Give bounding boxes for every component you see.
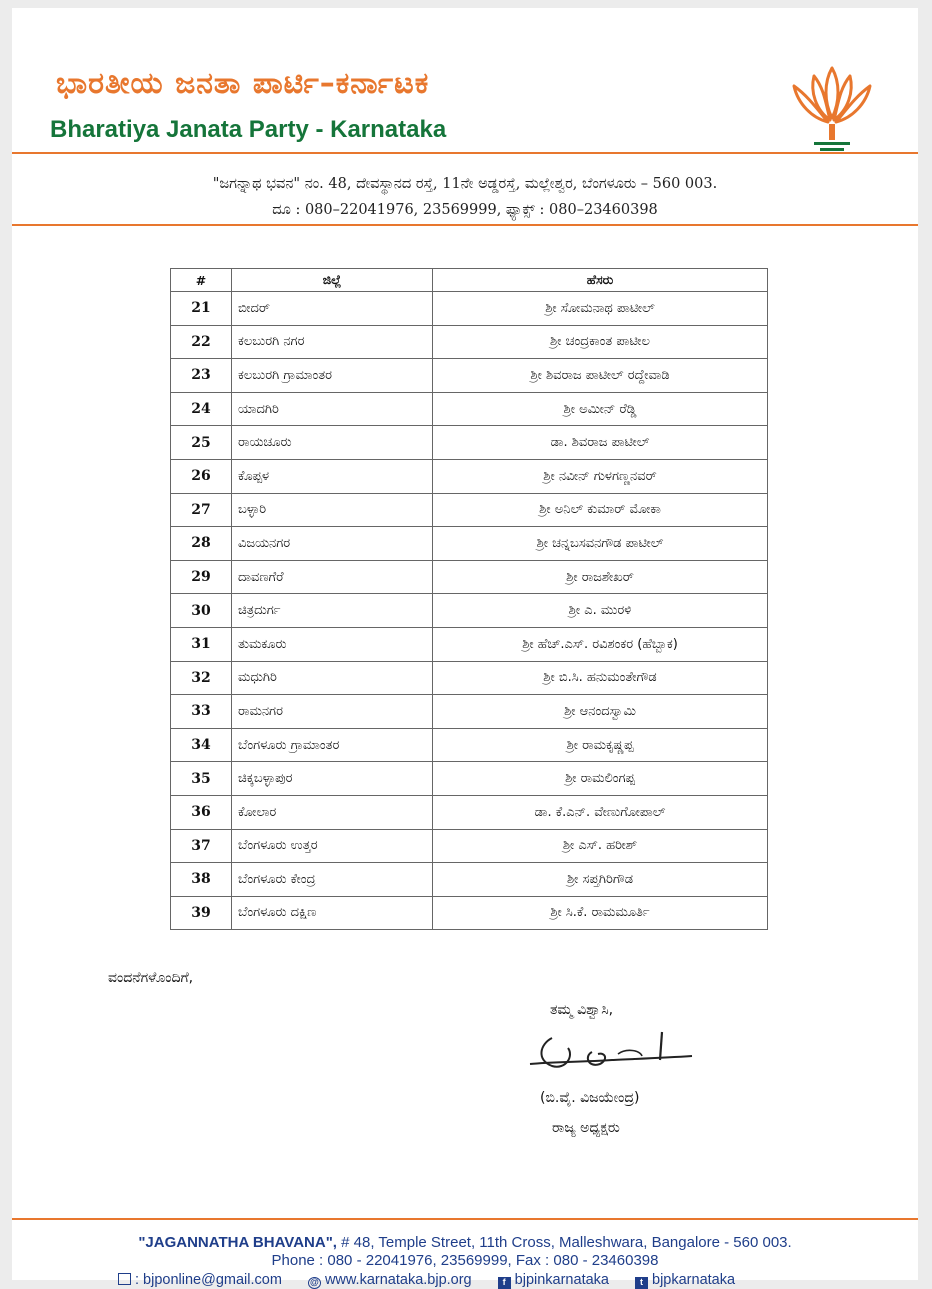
- footer-facebook-item[interactable]: [498, 1272, 609, 1288]
- row-district: ಕೊಪ್ಪಳ: [232, 459, 433, 493]
- row-name: ಶ್ರೀ ನವೀನ್ ಗುಳಗಣ್ಣನವರ್: [433, 459, 768, 493]
- signatory-name: (ಬಿ.ವೈ. ವಿಜಯೇಂದ್ರ): [540, 1090, 640, 1106]
- table-row: [171, 728, 768, 762]
- footer-contacts: [118, 1272, 918, 1289]
- office-bearers-table: [170, 268, 768, 930]
- row-number: 38: [171, 863, 232, 897]
- table-row: [171, 459, 768, 493]
- table-row: [171, 627, 768, 661]
- row-number: 39: [171, 896, 232, 930]
- table-row: [171, 795, 768, 829]
- facebook-icon: f: [498, 1277, 511, 1289]
- letter-page: [12, 8, 918, 1288]
- row-name: ಶ್ರೀ ಎಸ್. ಹರೀಶ್: [433, 829, 768, 863]
- party-name-english: Bharatiya Janata Party - Karnataka: [50, 116, 447, 143]
- row-name: ಶ್ರೀ ಅಮೀನ್ ರೆಡ್ಡಿ: [433, 392, 768, 426]
- column-header-district: ಜಿಲ್ಲೆ: [232, 269, 433, 292]
- row-number: 32: [171, 661, 232, 695]
- row-district: ತುಮಕೂರು: [232, 627, 433, 661]
- signatory-title: ರಾಜ್ಯ ಅಧ್ಯಕ್ಷರು: [552, 1120, 620, 1136]
- row-district: ವಿಜಯನಗರ: [232, 527, 433, 561]
- table-row: [171, 426, 768, 460]
- row-number: 28: [171, 527, 232, 561]
- row-district: ಯಾದಗಿರಿ: [232, 392, 433, 426]
- row-district: ದಾವಣಗೆರೆ: [232, 560, 433, 594]
- row-name: ಡಾ. ಶಿವರಾಜ ಪಾಟೀಲ್: [433, 426, 768, 460]
- header-address: "ಜಗನ್ನಾಥ ಭವನ" ನಂ. 48, ದೇವಸ್ಥಾನದ ರಸ್ತೆ, 11ನೇ ಅಡ್ಡರಸ್ತೆ, ಮಲ್ಲೇಶ್ವರ, ಬೆಂಗಳೂರು – 560 003.: [212, 176, 718, 192]
- row-number: 26: [171, 459, 232, 493]
- row-district: ರಾಮನಗರ: [232, 695, 433, 729]
- row-name: ಶ್ರೀ ಶಿವರಾಜ ಪಾಟೀಲ್ ರದ್ದೇವಾಡಿ: [433, 359, 768, 393]
- row-number: 37: [171, 829, 232, 863]
- table-row: [171, 695, 768, 729]
- row-name: ಶ್ರೀ ರಾಮಕೃಷ್ಣಪ್ಪ: [433, 728, 768, 762]
- row-name: ಶ್ರೀ ಸೋಮನಾಥ ಪಾಟೀಲ್: [433, 292, 768, 326]
- column-header-number: #: [171, 269, 232, 292]
- footer-email: : bjponline@gmail.com: [135, 1272, 282, 1288]
- at-icon: @: [308, 1277, 321, 1289]
- row-name: ಡಾ. ಕೆ.ಎನ್. ವೇಣುಗೋಪಾಲ್: [433, 795, 768, 829]
- row-number: 33: [171, 695, 232, 729]
- row-name: ಶ್ರೀ ಹೆಚ್.ಎಸ್. ರವಿಶಂಕರ (ಹೆಬ್ಬಾಕ): [433, 627, 768, 661]
- row-name: ಶ್ರೀ ಬಿ.ಸಿ. ಹನುಮಂತೇಗೌಡ: [433, 661, 768, 695]
- table-row: [171, 829, 768, 863]
- row-district: ಮಧುಗಿರಿ: [232, 661, 433, 695]
- row-number: 31: [171, 627, 232, 661]
- row-name: ಶ್ರೀ ಅನಿಲ್ ಕುಮಾರ್ ಮೋಕಾ: [433, 493, 768, 527]
- row-district: ಬೆಂಗಳೂರು ಉತ್ತರ: [232, 829, 433, 863]
- row-number: 25: [171, 426, 232, 460]
- table-row: [171, 325, 768, 359]
- footer-twitter-item[interactable]: [635, 1272, 735, 1288]
- row-district: ಬೆಂಗಳೂರು ದಕ್ಷಿಣ: [232, 896, 433, 930]
- row-number: 24: [171, 392, 232, 426]
- row-district: ಬೀದರ್: [232, 292, 433, 326]
- table-row: [171, 292, 768, 326]
- table-row: [171, 661, 768, 695]
- row-number: 36: [171, 795, 232, 829]
- footer-facebook: bjpinkarnataka: [514, 1272, 609, 1288]
- row-district: ಚಿತ್ರದುರ್ಗ: [232, 594, 433, 628]
- header-phone: ದೂ : 080–22041976, 23569999, ಫ್ಯಾಕ್ಸ್ : 080–23460398: [272, 202, 658, 218]
- handwritten-signature: [522, 1026, 698, 1082]
- footer-twitter: bjpkarnataka: [652, 1272, 736, 1288]
- row-number: 34: [171, 728, 232, 762]
- mail-icon: [118, 1273, 131, 1285]
- table-row: [171, 594, 768, 628]
- footer-website-item[interactable]: [308, 1272, 472, 1288]
- row-name: ಶ್ರೀ ಎ. ಮುರಳಿ: [433, 594, 768, 628]
- footer-divider: [12, 1218, 918, 1220]
- closing-yours: ತಮ್ಮ ವಿಶ್ವಾಸಿ,: [550, 1002, 614, 1018]
- row-name: ಶ್ರೀ ಚಂದ್ರಕಾಂತ ಪಾಟೀಲ: [433, 325, 768, 359]
- footer-building: "JAGANNATHA BHAVANA",: [138, 1234, 337, 1251]
- row-number: 23: [171, 359, 232, 393]
- row-district: ಚಿಕ್ಕಬಳ್ಳಾಪುರ: [232, 762, 433, 796]
- row-number: 29: [171, 560, 232, 594]
- row-name: ಶ್ರೀ ಸಿ.ಕೆ. ರಾಮಮೂರ್ತಿ: [433, 896, 768, 930]
- header-divider-bottom: [12, 224, 918, 226]
- party-name-kannada: ಭಾರತೀಯ ಜನತಾ ಪಾರ್ಟಿ–ಕರ್ನಾಟಕ: [56, 66, 430, 101]
- table-row: [171, 560, 768, 594]
- row-district: ಬೆಂಗಳೂರು ಕೇಂದ್ರ: [232, 863, 433, 897]
- closing-greeting: ವಂದನೆಗಳೊಂದಿಗೆ,: [108, 970, 194, 986]
- table-row: [171, 493, 768, 527]
- footer-email-item[interactable]: [118, 1272, 282, 1288]
- table-row: [171, 896, 768, 930]
- table-row: [171, 863, 768, 897]
- header-divider: [12, 152, 918, 154]
- twitter-icon: t: [635, 1277, 648, 1289]
- table-row: [171, 359, 768, 393]
- row-number: 30: [171, 594, 232, 628]
- table-row: [171, 527, 768, 561]
- row-name: ಶ್ರೀ ರಾಮಲಿಂಗಪ್ಪ: [433, 762, 768, 796]
- row-district: ಬಳ್ಳಾರಿ: [232, 493, 433, 527]
- table-row: [171, 762, 768, 796]
- footer-website: www.karnataka.bjp.org: [324, 1272, 472, 1288]
- column-header-name: ಹೆಸರು: [433, 269, 768, 292]
- row-number: 27: [171, 493, 232, 527]
- row-number: 22: [171, 325, 232, 359]
- lotus-logo-icon: [784, 58, 880, 158]
- footer-street: # 48, Temple Street, 11th Cross, Malleshwara, Bangalore - 560 003.: [336, 1234, 792, 1251]
- footer-address: [12, 1234, 918, 1251]
- row-district: ಕಲಬುರಗಿ ನಗರ: [232, 325, 433, 359]
- row-number: 35: [171, 762, 232, 796]
- row-number: 21: [171, 292, 232, 326]
- row-district: ಕೋಲಾರ: [232, 795, 433, 829]
- row-district: ಕಲಬುರಗಿ ಗ್ರಾಮಾಂತರ: [232, 359, 433, 393]
- row-district: ರಾಯಚೂರು: [232, 426, 433, 460]
- row-name: ಶ್ರೀ ಚನ್ನಬಸವನಗೌಡ ಪಾಟೀಲ್: [433, 527, 768, 561]
- table-header-row: [171, 269, 768, 292]
- row-name: ಶ್ರೀ ಆನಂದಸ್ವಾಮಿ: [433, 695, 768, 729]
- row-district: ಬೆಂಗಳೂರು ಗ್ರಾಮಾಂತರ: [232, 728, 433, 762]
- row-name: ಶ್ರೀ ಸಪ್ತಗಿರಿಗೌಡ: [433, 863, 768, 897]
- footer-phone: Phone : 080 - 22041976, 23569999, Fax : 080 - 23460398: [271, 1252, 659, 1269]
- row-name: ಶ್ರೀ ರಾಜಶೇಖರ್: [433, 560, 768, 594]
- table-row: [171, 392, 768, 426]
